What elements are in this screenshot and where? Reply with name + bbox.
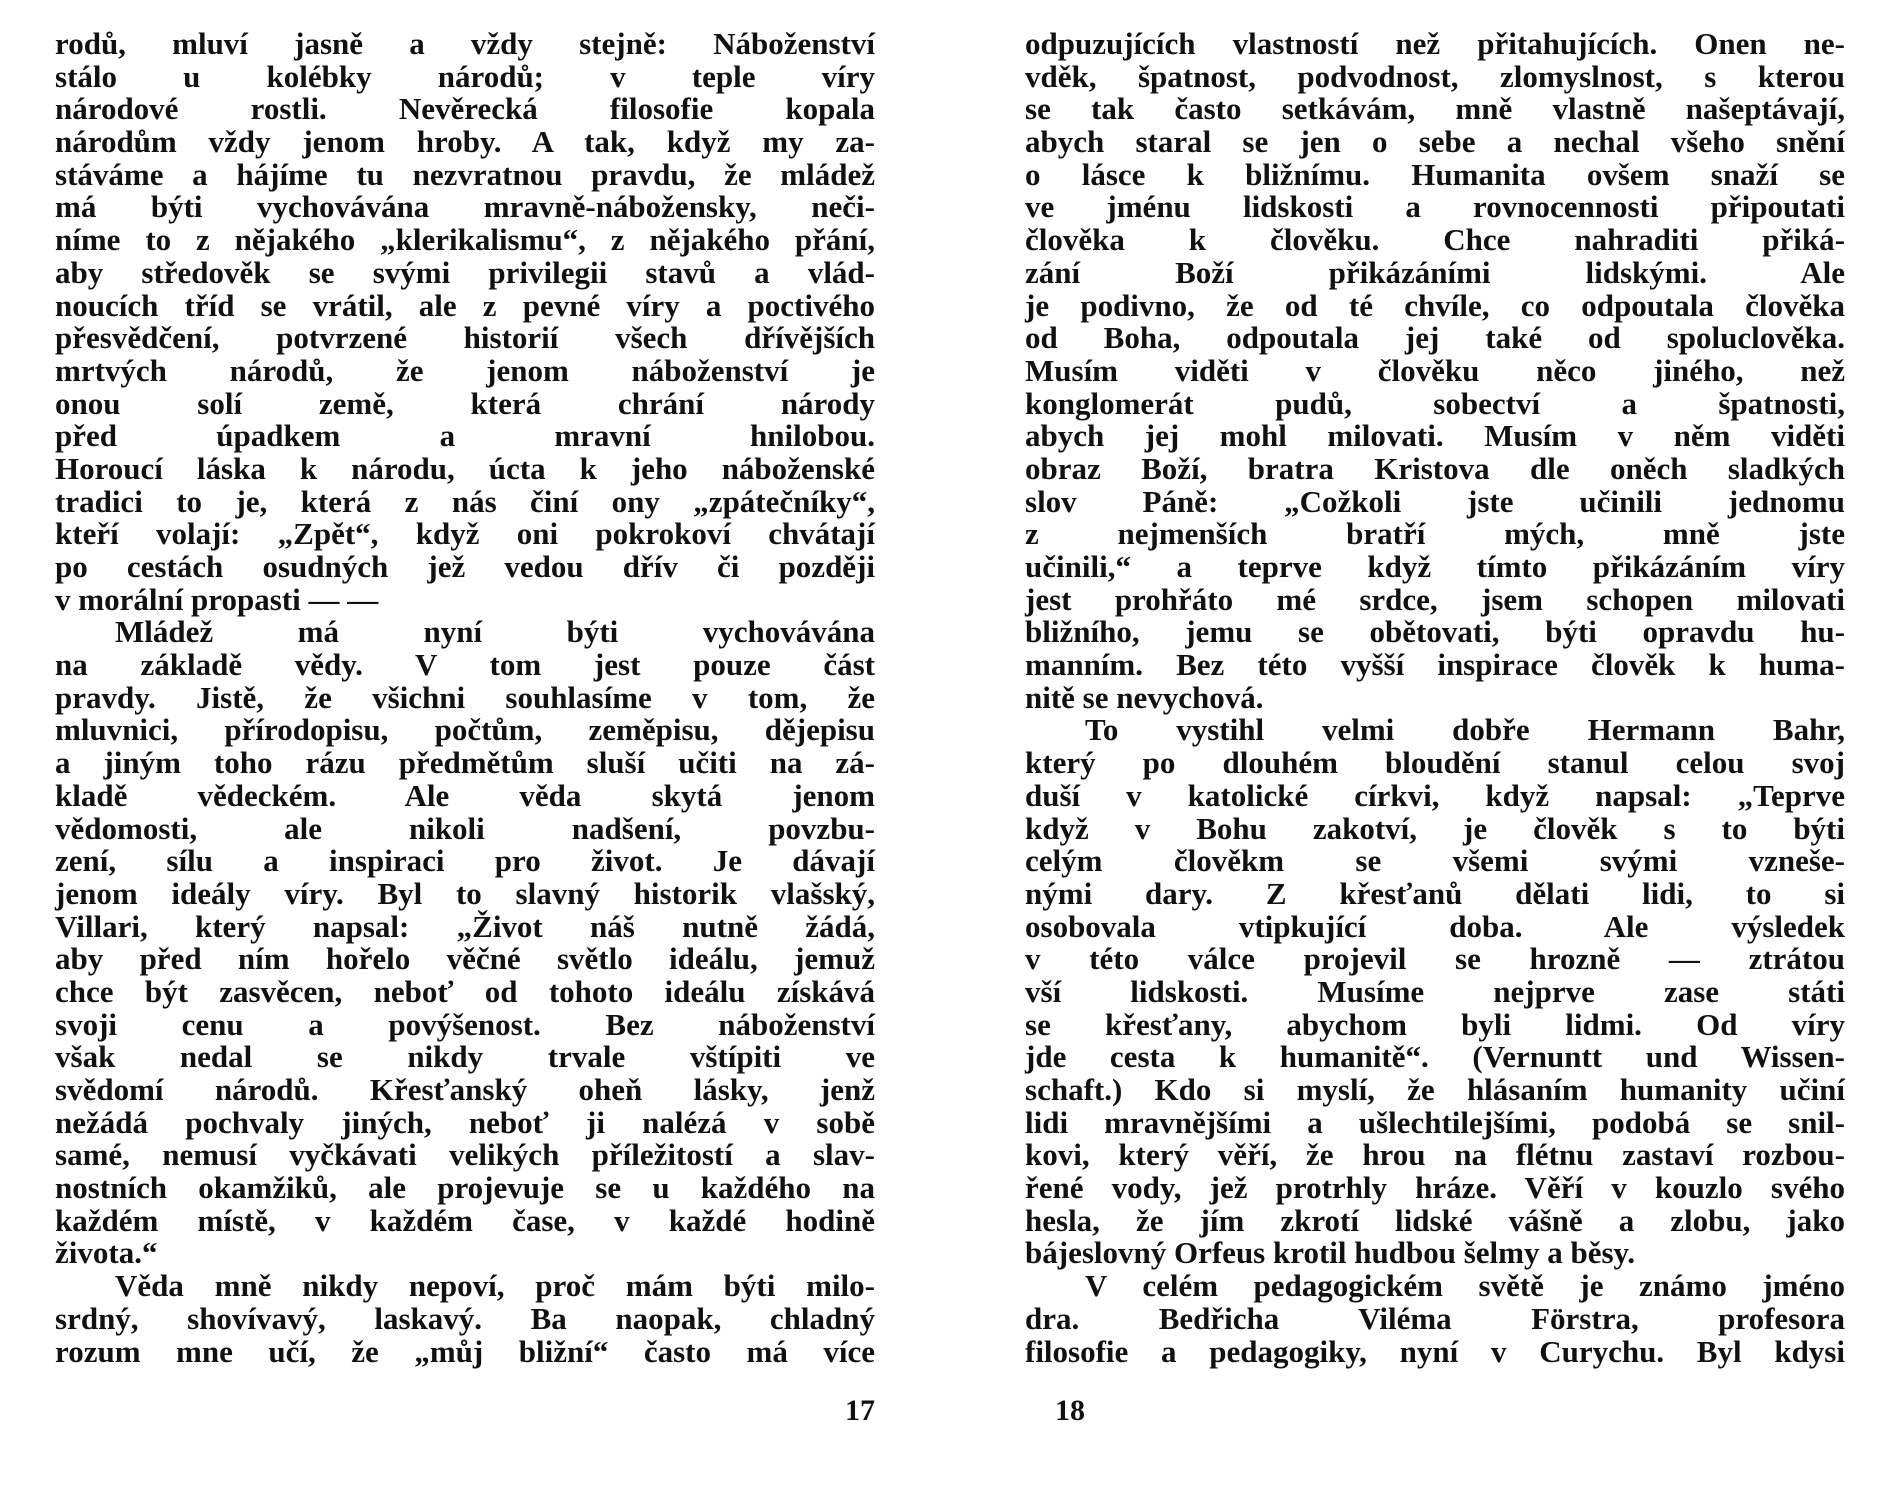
text-line: kovi, který věří, že hrou na flétnu zastaví rozbou- xyxy=(1025,1137,1845,1173)
text-line: osobovala vtipkující doba. Ale výsledek xyxy=(1025,908,1845,944)
text-line: onou solí země, která chrání národy xyxy=(55,385,875,421)
text-line: bájeslovný Orfeus krotil hudbou šelmy a běsy. xyxy=(1025,1235,1636,1271)
text-line: se tak často setkávám, mně vlastně našeptávají, xyxy=(1025,91,1845,127)
text-line: obraz Boží, bratra Kristova dle oněch sladkých xyxy=(1025,450,1845,486)
text-line: každém místě, v každém čase, v každé hodině xyxy=(55,1202,875,1238)
text-line: bližního, jemu se obětovati, býti opravdu hu- xyxy=(1025,614,1845,650)
text-line: vědomosti, ale nikoli nadšení, povzbu- xyxy=(55,810,875,846)
text-line: má býti vychovávána mravně-nábožensky, neči- xyxy=(55,189,875,225)
text-line: řené vody, jež protrhly hráze. Věří v kouzlo svého xyxy=(1025,1170,1845,1206)
right-page-text xyxy=(1025,28,1845,1368)
text-line: když v Bohu zakotví, je člověk s to býti xyxy=(1025,810,1845,846)
text-line: národové rostli. Nevěrecká filosofie kopala xyxy=(55,91,875,127)
text-line: o lásce k bližnímu. Humanita ovšem snaží se xyxy=(1025,156,1845,192)
page-number: 17 xyxy=(845,1394,875,1427)
text-line: vděk, špatnost, podvodnost, zlomyslnost, s kterou xyxy=(1025,58,1845,94)
text-line: vší lidskosti. Musíme nejprve zase státi xyxy=(1025,973,1845,1009)
text-line: jenom ideály víry. Byl to slavný historik vlašský, xyxy=(55,875,875,911)
text-line: v této válce projevil se hrozně — ztrátou xyxy=(1025,941,1845,977)
text-line: je podivno, že od té chvíle, co odpoutala člověka xyxy=(1025,287,1845,323)
left-page xyxy=(55,28,875,1468)
text-line: V celém pedagogickém světě je známo jméno xyxy=(1085,1268,1845,1304)
text-line: národům vždy jenom hroby. A tak, když my za- xyxy=(55,124,875,160)
text-line: rozum mne učí, že „můj bližní“ často má více xyxy=(55,1333,875,1369)
text-line: slov Páně: „Cožkoli jste učinili jednomu xyxy=(1025,483,1845,519)
page-number: 18 xyxy=(1055,1394,1085,1427)
text-line: abych staral se jen o sebe a nechal všeho snění xyxy=(1025,124,1845,160)
text-line: nežádá pochvaly jiných, neboť ji nalézá v sobě xyxy=(55,1104,875,1140)
text-line: Věda mně nikdy nepoví, proč mám býti milo- xyxy=(115,1268,875,1304)
text-line: svědomí národů. Křesťanský oheň lásky, jenž xyxy=(55,1072,875,1107)
text-line: mrtvých národů, že jenom náboženství je xyxy=(55,352,875,388)
text-line: nými dary. Z křesťanů dělati lidi, to si xyxy=(1025,875,1845,911)
text-line: mluvnici, přírodopisu, počtům, zeměpisu, dějepisu xyxy=(55,712,875,748)
text-line: dra. Bedřicha Viléma Förstra, profesora xyxy=(1025,1300,1845,1336)
text-line: stáváme a hájíme tu nezvratnou pravdu, že mládež xyxy=(55,156,875,192)
text-line: Horoucí láska k národu, úcta k jeho náboženské xyxy=(55,450,875,486)
text-line: svoji cenu a povýšenost. Bez náboženství xyxy=(55,1006,875,1042)
text-line: přesvědčení, potvrzené historií všech dřívějších xyxy=(55,320,875,356)
text-line: zení, sílu a inspiraci pro život. Je dávají xyxy=(55,843,875,879)
text-line: Villari, který napsal: „Život náš nutně žádá, xyxy=(55,908,875,944)
text-line: chce být zasvěcen, neboť od tohoto ideálu získává xyxy=(55,973,875,1009)
text-line: manním. Bez této vyšší inspirace člověk k huma- xyxy=(1025,647,1845,683)
text-line: v morální propasti — — xyxy=(55,581,379,617)
text-line: filosofie a pedagogiky, nyní v Curychu. Byl kdysi xyxy=(1025,1333,1845,1369)
text-line: a jiným toho rázu předmětům sluší učiti na zá- xyxy=(55,745,875,781)
text-line: samé, nemusí vyčkávati velikých příležitostí a slav- xyxy=(55,1137,875,1173)
text-line: jest prohřáto mé srdce, jsem schopen milovati xyxy=(1025,581,1845,617)
text-line: hesla, že jím zkrotí lidské vášně a zlobu, jako xyxy=(1025,1202,1845,1238)
text-line: po cestách osudných jež vedou dřív či později xyxy=(55,549,875,584)
text-line: učinili,“ a teprve když tímto přikázáním víry xyxy=(1025,549,1845,584)
text-line: rodů, mluví jasně a vždy stejně: Náboženství xyxy=(55,26,875,61)
text-line: lidi mravnějšími a ušlechtilejšími, podobá se snil- xyxy=(1025,1104,1845,1140)
text-line: To vystihl velmi dobře Hermann Bahr, xyxy=(1085,712,1845,748)
text-line: však nedal se nikdy trvale vštípiti ve xyxy=(55,1039,875,1075)
text-line: zání Boží přikázáními lidskými. Ale xyxy=(1025,254,1845,290)
text-line: celým člověkm se všemi svými vzneše- xyxy=(1025,843,1845,879)
text-line: kladě vědeckém. Ale věda skytá jenom xyxy=(55,777,875,813)
text-line: z nejmenších bratří mých, mně jste xyxy=(1025,516,1845,552)
text-line: nostních okamžiků, ale projevuje se u každého na xyxy=(55,1170,875,1206)
text-line: člověka k člověku. Chce nahraditi přiká- xyxy=(1025,222,1845,258)
text-line: srdný, shovívavý, laskavý. Ba naopak, chladný xyxy=(55,1300,875,1336)
text-line: se křesťany, abychom byli lidmi. Od víry xyxy=(1025,1006,1845,1042)
text-line: pravdy. Jistě, že všichni souhlasíme v tom, že xyxy=(55,679,875,715)
text-line: Mládež má nyní býti vychovávána xyxy=(115,614,875,650)
text-line: který po dlouhém bloudění stanul celou svoj xyxy=(1025,745,1845,781)
text-line: od Boha, odpoutala jej také od spoluclověka. xyxy=(1025,320,1845,356)
text-line: tradici to je, která z nás činí ony „zpátečníky“, xyxy=(55,483,875,519)
text-line: aby před ním hořelo věčné světlo ideálu, jemuž xyxy=(55,941,875,977)
text-line: noucích tříd se vrátil, ale z pevné víry a poctivého xyxy=(55,287,875,323)
text-line: ve jménu lidskosti a rovnocennosti připoutati xyxy=(1025,189,1845,225)
text-line: před úpadkem a mravní hnilobou. xyxy=(55,418,875,454)
text-line: Musím viděti v člověku něco jiného, než xyxy=(1025,352,1845,388)
text-line: odpuzujících vlastností než přitahujících. Onen ne- xyxy=(1025,26,1845,61)
right-page xyxy=(1025,28,1845,1468)
text-line: aby středověk se svými privilegii stavů a vlád- xyxy=(55,254,875,290)
text-line: nitě se nevychová. xyxy=(1025,679,1264,715)
text-line: života.“ xyxy=(55,1235,158,1271)
text-line: konglomerát pudů, sobectví a špatnosti, xyxy=(1025,385,1845,421)
text-line: níme to z nějakého „klerikalismu“, z nějakého přání, xyxy=(55,222,875,258)
text-line: jde cesta k humanitě“. (Vernuntt und Wissen- xyxy=(1025,1039,1845,1075)
text-line: abych jej mohl milovati. Musím v něm viděti xyxy=(1025,418,1845,454)
text-line: na základě vědy. V tom jest pouze část xyxy=(55,647,875,683)
text-line: schaft.) Kdo si myslí, že hlásaním humanity učiní xyxy=(1025,1072,1845,1107)
text-line: duší v katolické církvi, když napsal: „Teprve xyxy=(1025,777,1845,813)
text-line: stálo u kolébky národů; v teple víry xyxy=(55,58,875,94)
left-page-text xyxy=(55,28,875,1368)
text-line: kteří volají: „Zpět“, když oni pokrokoví chvátají xyxy=(55,516,875,552)
